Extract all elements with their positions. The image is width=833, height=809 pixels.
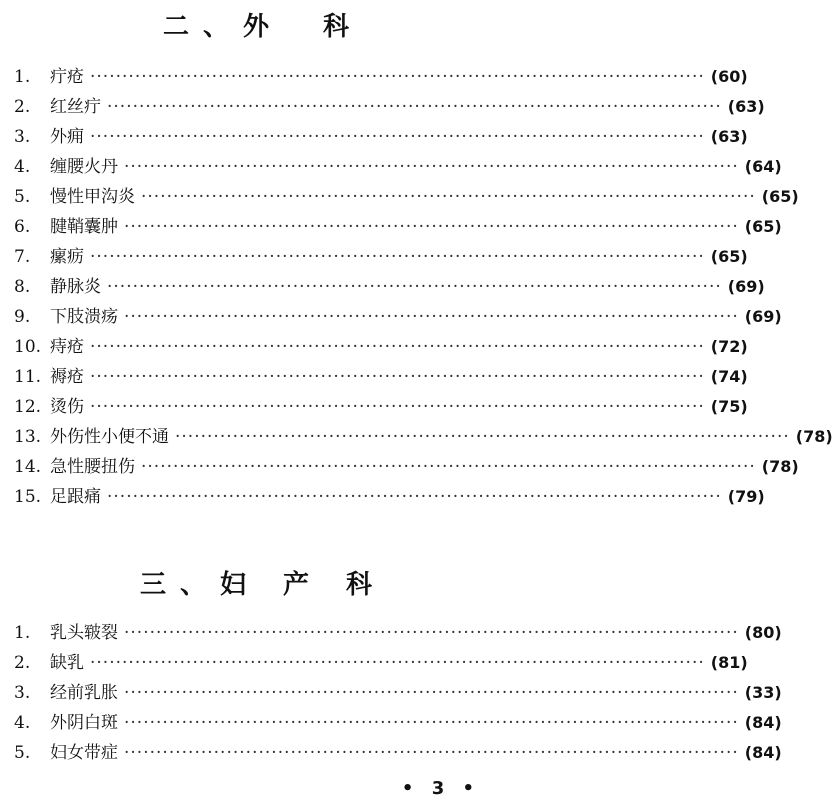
item-page: (75): [710, 397, 748, 416]
item-page: (33): [744, 683, 782, 702]
item-page: (64): [744, 157, 782, 176]
item-number: 1.: [14, 623, 31, 643]
toc-item: [14, 452, 799, 482]
toc-item: [14, 182, 799, 212]
item-title: 足跟痛: [50, 487, 101, 507]
item-page: (69): [744, 307, 782, 326]
item-title: 腱鞘囊肿: [50, 217, 118, 237]
item-title: 缠腰火丹: [50, 157, 118, 177]
dot-leader: ································································································: [90, 367, 705, 387]
dot-leader: ································································································: [124, 683, 739, 703]
dot-leader: ································································································: [90, 653, 705, 673]
item-number: 5.: [14, 187, 31, 207]
dot-leader: ································································································: [90, 127, 705, 147]
toc-item: [14, 242, 748, 272]
item-title: 慢性甲沟炎: [50, 187, 135, 207]
item-number: 14.: [14, 457, 42, 477]
item-title: 急性腰扭伤: [50, 457, 135, 477]
dot-leader: ································································································: [107, 97, 722, 117]
toc-item: [14, 212, 782, 242]
dot-leader: ································································································: [124, 743, 739, 763]
item-page: (84): [744, 713, 782, 732]
dot-leader: ································································································: [107, 277, 722, 297]
item-page: (65): [761, 187, 799, 206]
toc-item: [14, 302, 782, 332]
toc-item: [14, 92, 765, 122]
item-title: 下肢溃疡: [50, 307, 118, 327]
toc-item: [14, 678, 782, 708]
toc-item: [14, 152, 782, 182]
item-page: (81): [710, 653, 748, 672]
dot-leader: ································································································: [124, 217, 739, 237]
dot-leader: ································································································: [107, 487, 722, 507]
toc-item: [14, 332, 748, 362]
item-title: 外痈: [50, 127, 84, 147]
item-number: 4.: [14, 713, 31, 733]
item-number: 3.: [14, 127, 31, 147]
toc-item: [14, 482, 765, 512]
dot-leader: ································································································: [90, 397, 705, 417]
dot-leader: ································································································: [124, 623, 739, 643]
item-page: (78): [761, 457, 799, 476]
dot-leader: ································································································: [124, 157, 739, 177]
toc-list-surgery: [14, 62, 833, 512]
item-page: (80): [744, 623, 782, 642]
toc-item: [14, 122, 748, 152]
toc-item: [14, 272, 765, 302]
item-title: 外伤性小便不通: [50, 427, 169, 447]
item-title: 经前乳胀: [50, 683, 118, 703]
item-title: 烫伤: [50, 397, 84, 417]
page-number: • 3 •: [401, 778, 480, 799]
item-number: 11.: [14, 367, 42, 387]
dot-leader: ································································································: [141, 457, 756, 477]
item-number: 2.: [14, 97, 31, 117]
item-page: (60): [710, 67, 748, 86]
item-title: 妇女带症: [50, 743, 118, 763]
item-title: 红丝疔: [50, 97, 101, 117]
item-page: (65): [744, 217, 782, 236]
item-number: 12.: [14, 397, 42, 417]
item-number: 3.: [14, 683, 31, 703]
toc-item: [14, 708, 782, 738]
item-page: (79): [727, 487, 765, 506]
toc-item: [14, 362, 748, 392]
toc-item: [14, 392, 748, 422]
item-number: 8.: [14, 277, 31, 297]
item-page: (65): [710, 247, 748, 266]
dot-leader: ································································································: [90, 337, 705, 357]
toc-item: [14, 62, 748, 92]
item-number: 5.: [14, 743, 31, 763]
dot-leader: ································································································: [175, 427, 790, 447]
dot-leader: ································································································: [90, 67, 705, 87]
item-page: (84): [744, 743, 782, 762]
item-number: 15.: [14, 487, 42, 507]
toc-item: [14, 738, 782, 768]
toc-item: [14, 648, 748, 678]
item-page: (69): [727, 277, 765, 296]
item-title: 缺乳: [50, 653, 84, 673]
dot-leader: ································································································: [141, 187, 756, 207]
item-page: (63): [727, 97, 765, 116]
item-page: (78): [795, 427, 833, 446]
item-page: (72): [710, 337, 748, 356]
item-title: 痔疮: [50, 337, 84, 357]
item-number: 2.: [14, 653, 31, 673]
item-title: 瘰疬: [50, 247, 84, 267]
item-number: 1.: [14, 67, 31, 87]
dot-leader: ································································································: [124, 307, 739, 327]
item-number: 6.: [14, 217, 31, 237]
item-page: (63): [710, 127, 748, 146]
toc-item: [14, 618, 782, 648]
item-number: 4.: [14, 157, 31, 177]
item-title: 褥疮: [50, 367, 84, 387]
item-number: 10.: [14, 337, 42, 357]
item-number: 9.: [14, 307, 31, 327]
dot-leader: ································································································: [90, 247, 705, 267]
toc-item: [14, 422, 833, 452]
section-title-surgery: 二、外 科: [162, 12, 363, 42]
item-number: 13.: [14, 427, 42, 447]
item-title: 疔疮: [50, 67, 84, 87]
item-title: 外阴白斑: [50, 713, 118, 733]
item-title: 静脉炎: [50, 277, 101, 297]
item-page: (74): [710, 367, 748, 386]
section-title-obstetrics: 三、妇 产 科: [139, 570, 387, 600]
toc-list-obstetrics: [14, 618, 782, 768]
item-title: 乳头皲裂: [50, 623, 118, 643]
item-number: 7.: [14, 247, 31, 267]
dot-leader: ································································································: [124, 713, 739, 733]
